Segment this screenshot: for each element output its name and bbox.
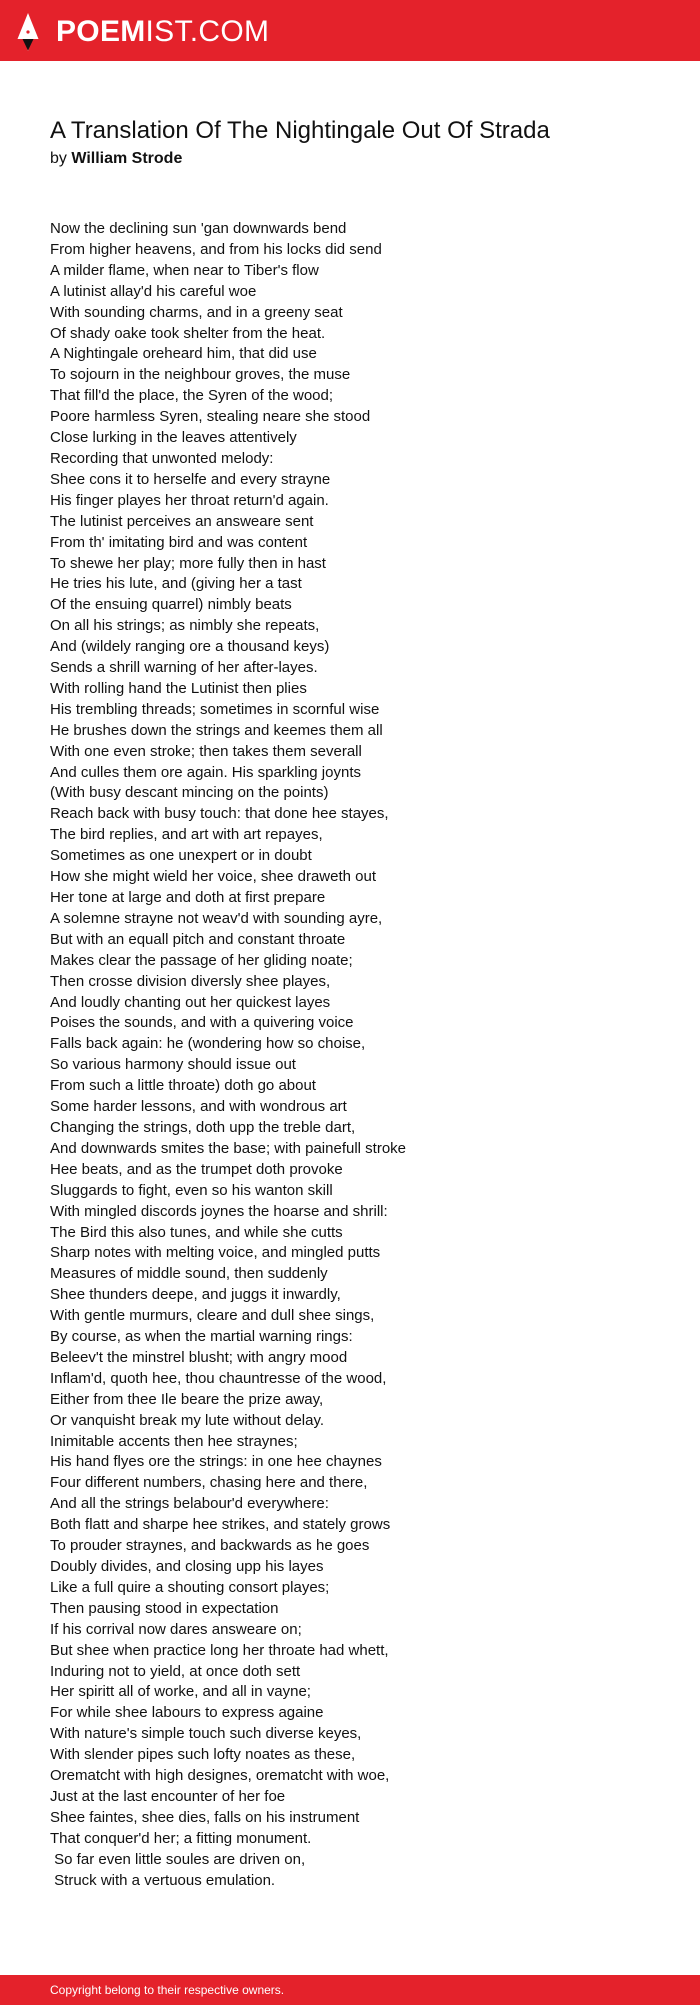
poem-line: How she might wield her voice, shee draweth out <box>50 868 377 886</box>
logo-text-bold: POEM <box>56 15 146 48</box>
poem-line: With one even stroke; then takes them severall <box>50 742 362 760</box>
poem-line: Or vanquisht break my lute without delay. <box>50 1411 325 1429</box>
poem-line: Sharp notes with melting voice, and mingled putts <box>50 1244 381 1262</box>
poem-line: Sometimes as one unexpert or in doubt <box>50 847 312 865</box>
poem-line: Reach back with busy touch: that done hee stayes, <box>50 805 389 823</box>
poem-line: But shee when practice long her throate had whett, <box>50 1641 389 1659</box>
poem-line: The Bird this also tunes, and while she cutts <box>50 1223 343 1241</box>
poem-line: His trembling threads; sometimes in scornful wise <box>50 700 380 718</box>
poem-line: That conquer'd her; a fitting monument. <box>50 1829 312 1847</box>
poem-line: From th' imitating bird and was content <box>50 533 308 551</box>
poem-line: If his corrival now dares answeare on; <box>50 1620 302 1638</box>
poem-line: Her spiritt all of worke, and all in vayne; <box>50 1683 311 1701</box>
poem-line: A milder flame, when near to Tiber's flow <box>50 261 319 279</box>
poem-line: A solemne strayne not weav'd with sounding ayre, <box>50 909 383 927</box>
poem-line: Makes clear the passage of her gliding noate; <box>50 951 353 969</box>
poem-line: Shee cons it to herselfe and every strayne <box>50 470 331 488</box>
poem-line: Induring not to yield, at once doth sett <box>50 1662 301 1680</box>
poem-line: Then crosse division diversly shee playes, <box>50 972 331 990</box>
poem-line: But with an equall pitch and constant throate <box>50 930 346 948</box>
poem-line: The bird replies, and art with art repayes, <box>50 826 323 844</box>
poem-line: Orematcht with high designes, orematcht with woe, <box>50 1767 390 1785</box>
poem-line: And (wildely ranging ore a thousand keys) <box>50 638 330 656</box>
poem-line: Of shady oake took shelter from the heat. <box>50 324 326 342</box>
poem-line: Doubly divides, and closing upp his layes <box>50 1558 324 1575</box>
poem-line: By course, as when the martial warning rings: <box>50 1328 353 1346</box>
site-header <box>0 0 700 61</box>
poem-line: Sends a shrill warning of her after-layes. <box>50 659 318 677</box>
poem-title: A Translation Of The Nightingale Out Of Strada <box>50 117 550 144</box>
poem-line: Poore harmless Syren, stealing neare she stood <box>50 408 371 426</box>
poem-line: With rolling hand the Lutinist then plies <box>50 679 307 697</box>
poem-line: Struck with a vertuous emulation. <box>50 1871 276 1889</box>
poem-line: To prouder straynes, and backwards as he goes <box>50 1537 370 1555</box>
poem-line: From such a little throate) doth go about <box>50 1077 316 1095</box>
poem-line: Both flatt and sharpe hee strikes, and stately grows <box>50 1516 391 1534</box>
poem-line: Recording that unwonted melody: <box>50 449 274 467</box>
poem-line: With sounding charms, and in a greeny seat <box>50 303 343 321</box>
poem-line: With nature's simple touch such diverse keyes, <box>50 1725 362 1743</box>
poem-line: So far even little soules are driven on, <box>50 1850 306 1868</box>
poem-line: Shee thunders deepe, and juggs it inwardly, <box>50 1286 341 1304</box>
poem-line: Now the declining sun 'gan downwards bend <box>50 220 347 237</box>
poem-author[interactable]: William Strode <box>71 150 183 167</box>
poem-line: Like a full quire a shouting consort playes; <box>50 1578 330 1596</box>
poem-line: Measures of middle sound, then suddenly <box>50 1265 328 1283</box>
poem-line: So various harmony should issue out <box>50 1056 296 1074</box>
poem-line: Hee beats, and as the trumpet doth provoke <box>50 1160 343 1178</box>
poem-line: Sluggards to fight, even so his wanton skill <box>50 1181 333 1199</box>
logo-text-light: IST.COM <box>145 15 270 48</box>
site-footer <box>0 1975 700 2005</box>
poem-line: For while shee labours to express againe <box>50 1704 324 1722</box>
poem-line: The lutinist perceives an answeare sent <box>50 512 314 530</box>
poem-line: Close lurking in the leaves attentively <box>50 429 297 447</box>
poem-line: Either from thee Ile beare the prize away, <box>50 1390 324 1408</box>
poem-line: From higher heavens, and from his locks did send <box>50 240 382 258</box>
poem-line: (With busy descant mincing on the points) <box>50 784 329 802</box>
poem-line: To sojourn in the neighbour groves, the muse <box>50 366 351 384</box>
poem-line: And culles them ore again. His sparkling joynts <box>50 763 361 781</box>
poem-line: With mingled discords joynes the hoarse and shrill: <box>50 1202 388 1220</box>
quill-pen-icon <box>16 12 40 52</box>
poem-line: And downwards smites the base; with painefull stroke <box>50 1139 407 1157</box>
poem-line: Her tone at large and doth at first prepare <box>50 889 326 906</box>
poem-line: Then pausing stood in expectation <box>50 1599 279 1617</box>
poem-line: On all his strings; as nimbly she repeats, <box>50 617 320 635</box>
poem-line: Inimitable accents then hee straynes; <box>50 1432 298 1450</box>
poem-line: Poises the sounds, and with a quivering voice <box>50 1014 354 1032</box>
poem-body <box>50 219 650 1892</box>
poem-line: Shee faintes, shee dies, falls on his instrument <box>50 1808 360 1826</box>
poem-line: Just at the last encounter of her foe <box>50 1787 286 1805</box>
poem-line: A lutinist allay'd his careful woe <box>50 282 257 300</box>
poem-line: Changing the strings, doth upp the treble dart, <box>50 1118 356 1136</box>
poem-line: Falls back again: he (wondering how so choise, <box>50 1035 366 1053</box>
poem-line: A Nightingale oreheard him, that did use <box>50 345 317 363</box>
poem-line: His finger playes her throat return'd again. <box>50 491 329 509</box>
poem-line: With gentle murmurs, cleare and dull shee sings, <box>50 1307 375 1325</box>
poem-byline <box>50 148 182 170</box>
poem-line: Beleev't the minstrel blusht; with angry mood <box>50 1348 348 1366</box>
poem-line: That fill'd the place, the Syren of the wood; <box>50 387 334 405</box>
poem-line: Of the ensuing quarrel) nimbly beats <box>50 596 292 614</box>
poem-line: Inflam'd, quoth hee, thou chauntresse of the wood, <box>50 1369 387 1387</box>
site-logo-text <box>56 17 269 47</box>
poem-line: With slender pipes such lofty noates as these, <box>50 1746 356 1764</box>
poem-line: And loudly chanting out her quickest layes <box>50 993 331 1011</box>
site-logo-link[interactable] <box>16 12 269 52</box>
poem-line: Four different numbers, chasing here and there, <box>50 1474 368 1492</box>
poem-line: To shewe her play; more fully then in hast <box>50 554 326 572</box>
poem-line: He brushes down the strings and keemes them all <box>50 721 383 739</box>
poem-line: His hand flyes ore the strings: in one hee chaynes <box>50 1453 382 1471</box>
poem-line: Some harder lessons, and with wondrous art <box>50 1098 347 1116</box>
poem-line: And all the strings belabour'd everywhere: <box>50 1495 329 1513</box>
copyright-text: Copyright belong to their respective owners. <box>50 1983 285 1997</box>
poem-line: He tries his lute, and (giving her a tast <box>50 575 302 593</box>
by-label: by <box>50 150 67 167</box>
